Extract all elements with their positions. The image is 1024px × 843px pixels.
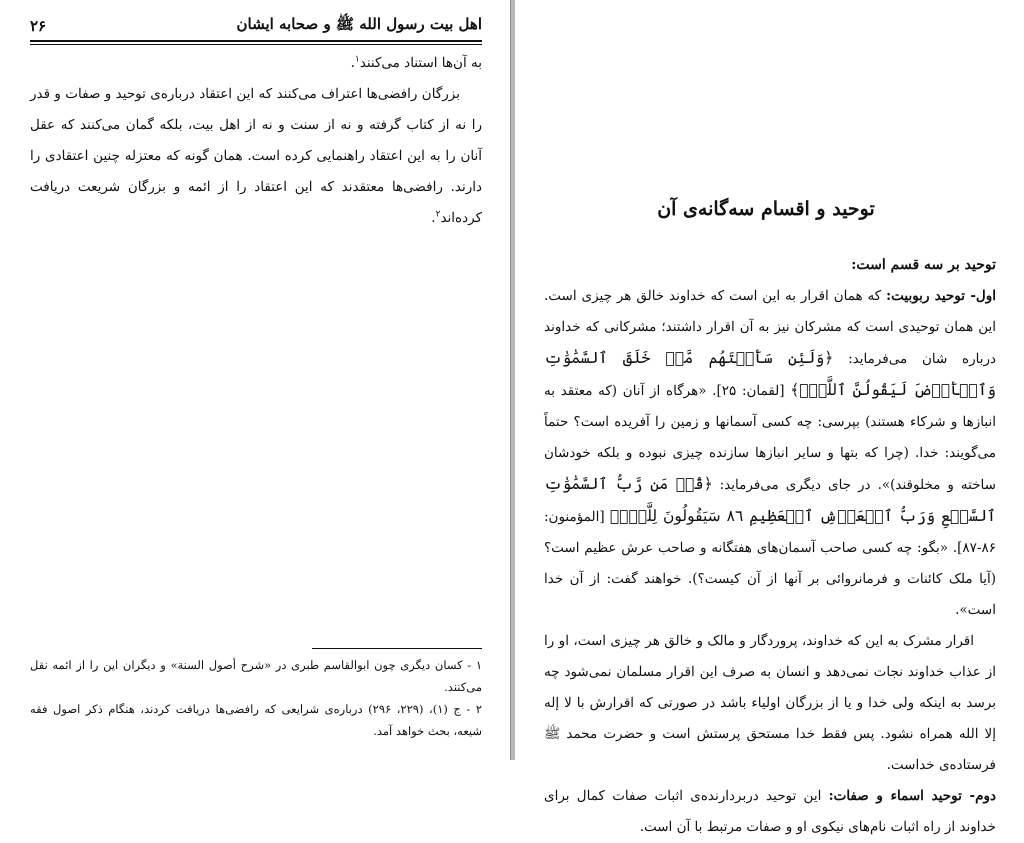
left-body: [30, 48, 482, 234]
right-page: [536, 0, 997, 835]
paragraph-text: که همان اقرار به این است که خداوند خالق هر چیزی است. این همان توحیدی است که مشرکان نیز به آن اقرار داشتند؛ مشرکانی که خداوند درباره شان می‌فرماید:: [544, 288, 997, 367]
section-heading: توحید بر سه قسم است:: [851, 257, 996, 273]
chapter-title: توحید و اقسام سه‌گانه‌ی آن: [657, 198, 875, 220]
body-paragraph: بزرگان رافضی‌ها اعتراف می‌کنند که این اعتقاد درباره‌ی توحید و صفات و قدر را نه از کتاب گرفته و نه از سنت و نه از اهل بیت، بلکه گمان می‌کنند که عقل آنان را به این اعتقاد راهنمایی کرده است. همان گونه که معتزله چنین اعتقادی را دارند. رافضی‌ها معتقدند که این اعتقاد را از ائمه و بزرگان شریعت دریافت کرده‌اند$^۲$.: [30, 86, 482, 226]
page-number: ۲۶: [30, 17, 47, 35]
paragraph-text: «هرگاه از آنان (که معتقد به انبازها و شرکاء هستند) بپرسی: چه کسی آسمانها و زمین را آفریده است؟ حتماً می‌گویند: خدا. (چرا که بتها و سایر انبازها سازنده چیزی نبوده و بلکه خودشان ساخته و مخلوقند)». در جای دیگری می‌فرماید:: [544, 383, 996, 493]
footnote-ref: ۲: [435, 209, 441, 220]
header-title: اهل بیت رسول الله ﷺ و صحابه ایشان: [236, 15, 482, 33]
paragraph-rububiyyat: [544, 281, 996, 626]
paragraph-iqrar: اقرار مشرک به این که خداوند، پروردگار و مالک و خالق هر چیزی است، او را از عذاب خداوند نجات نمی‌دهد و انسان به صرف این اقرار مسلمان نمی‌شود چه برسد به اینکه ولی خدا و یا از بزرگان اولیاء باشد در صورتی که اقرارش با لا إله إلا الله همراه نشود. پس فقط خدا مستحق پرستش است و حضرت محمد ﷺ فرستاده‌ی خداست.: [544, 633, 996, 773]
continuation-text: به آن‌ها استناد می‌کنند: [359, 55, 482, 71]
quran-verse: ﴿قُلۡ مَن رَّبُّ ٱلسَّمَٰوَٰتِ ٱلسَّبۡعِ وَرَبُّ ٱلۡعَرۡشِ ٱلۡعَظِيمِ ٨٦ سَيَقُولُونَ لِلَّهِۚ﴾: [544, 475, 996, 525]
footnote-rule: [312, 648, 482, 649]
paragraph-text: «بگو: چه کسی صاحب آسمان‌های هفتگانه و صاحب عرش عظیم است؟ (آیا ملک کائنات و فرمانروائی بر آنها از آن کیست؟). خواهند گفت: از آن خدا است».: [544, 540, 996, 618]
verse-reference: [المؤمنون: ۸۶-۸۷].: [544, 509, 996, 556]
footnote-1: ۱ - کسان دیگری چون ابوالقاسم طبری در «شرح أصول السنة» و دیگران این را از ائمه نقل می‌کنند.: [30, 658, 482, 694]
right-body: [544, 250, 996, 843]
header-rule-thin: [30, 44, 482, 45]
footnote-2: ۲ - ج (۱)، (۲۲۹، ۲۹۶) درباره‌ی شرایعی که رافضی‌ها دریافت کردند، هنگام ذکر اصول فقه شیعه، بحث خواهد آمد.: [30, 702, 482, 738]
term-label: دوم- توحید اسماء و صفات:: [828, 788, 997, 804]
running-head: [30, 14, 482, 38]
book-gutter: [510, 0, 515, 760]
paragraph-text: این توحید دربردارنده‌ی اثبات صفات کمال برای خداوند از راه اثبات نام‌های نیکوی او و صفات مرتبط با آن است.: [544, 788, 996, 835]
footnotes: [30, 654, 482, 742]
paragraph-text: بزرگان رافضی‌ها اعتراف می‌کنند که این اعتقاد درباره‌ی توحید و صفات و قدر را نه از کتاب گرفته و نه از سنت و نه از اهل بیت، بلکه گمان می‌کنند که عقل آنان را به این اعتقاد راهنمایی کرده است. همان گونه که معتزله چنین اعتقادی را دارند. رافضی‌ها معتقدند که این اعتقاد را از ائمه و بزرگان شریعت دریافت کرده‌اند: [30, 86, 482, 226]
header-rule: [30, 40, 482, 42]
verse-reference: [لقمان: ۲۵].: [712, 383, 785, 399]
continuation-paragraph: به آن‌ها استناد می‌کنند$^۱$.: [350, 54, 482, 71]
quran-verse: ﴿وَلَئِن سَأَلۡتَهُم مَّنۡ خَلَقَ ٱلسَّمَٰوَٰتِ وَٱلۡأَرۡضَ لَيَقُولُنَّ ٱللَّهُۚ﴾: [544, 349, 997, 399]
term-label: اول- توحید ربوبیت:: [886, 288, 997, 304]
paragraph-asma-sifat: [544, 781, 996, 843]
footnote-ref: ۱: [354, 54, 360, 65]
left-page: [22, 0, 482, 760]
